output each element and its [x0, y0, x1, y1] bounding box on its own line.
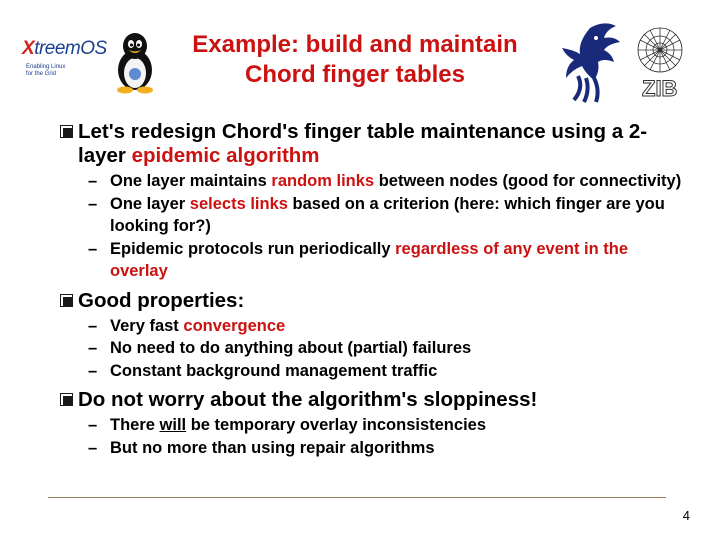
xtreemos-tagline-2: for the Grid [26, 71, 57, 77]
sub-bullet-highlight: regardless of any event in the overlay [110, 239, 629, 280]
sub-bullet-highlight: convergence [183, 316, 286, 335]
sub-bullet-text: There [110, 416, 160, 434]
bullet-2 [60, 289, 690, 313]
institution-logos [560, 20, 688, 104]
sub-bullet-text: One layer maintains [110, 172, 272, 190]
sub-bullet-highlight: selects links [189, 194, 288, 213]
sub-bullet [60, 360, 690, 383]
bullet-3 [60, 388, 690, 412]
sub-bullet-text: One layer [110, 194, 190, 213]
xtreemos-name: treemOS [34, 38, 107, 59]
slide-body [60, 120, 690, 459]
dash-bullet-icon: – [88, 239, 98, 258]
footer-divider [48, 497, 666, 498]
square-bullet-icon [60, 294, 73, 307]
dash-bullet-icon: – [88, 316, 98, 335]
dash-bullet-icon: – [88, 172, 98, 190]
sub-bullet-text: between nodes (good for connectivity) [374, 172, 682, 190]
sub-bullet-text: be temporary overlay inconsistencies [186, 416, 487, 434]
slide-title-line-1: Example: build and maintain [192, 31, 518, 58]
xtreemos-tagline-1: Enabling Linux [26, 64, 66, 70]
sub-bullet-text: No need to do anything about (partial) failures [110, 339, 472, 357]
sub-bullet [60, 170, 690, 193]
square-bullet-icon [60, 125, 73, 138]
sub-bullet-text: But no more than using repair algorithms [110, 438, 435, 457]
dash-bullet-icon: – [88, 361, 98, 380]
dash-bullet-icon: – [88, 194, 98, 213]
dash-bullet-icon: – [88, 438, 98, 457]
vu-griffin-logo [560, 20, 622, 104]
dash-bullet-icon: – [88, 416, 98, 434]
bullet-2-text: Good properties: [78, 288, 245, 312]
slide-title-line-2: Chord finger tables [244, 61, 466, 88]
sub-bullet [60, 315, 690, 338]
bullet-1 [60, 120, 690, 168]
square-bullet-icon [60, 393, 73, 406]
sub-bullet-highlight: random links [271, 172, 375, 190]
xtreemos-logo [14, 28, 164, 100]
xtreemos-tagline [26, 64, 65, 78]
zib-monogram: ZIB [642, 76, 678, 101]
xtreemos-wordmark: XtreemOS [22, 38, 107, 59]
sub-bullet-text: Constant background management traffic [110, 361, 438, 380]
sub-bullet [60, 414, 690, 437]
bullet-1-highlight: epidemic algorithm [131, 144, 320, 167]
bullet-3-text: Do not worry about the algorithm's sloppiness! [78, 388, 538, 411]
dash-bullet-icon: – [88, 339, 98, 357]
sub-bullet-underlined: will [159, 416, 187, 434]
zib-logo [628, 24, 686, 102]
slide-title [150, 30, 560, 90]
sub-bullet [60, 238, 690, 283]
bullet-1-text: Let's redesign Chord's finger table maintenance using a 2-layer [78, 120, 648, 167]
sub-bullet [60, 337, 690, 360]
sub-bullet-text: based on a criterion (here: which finger are you looking for?) [110, 194, 665, 235]
sub-bullet-text: Very fast [110, 316, 184, 335]
sub-bullet [60, 193, 690, 238]
page-number: 4 [682, 508, 690, 523]
sub-bullet-text: Epidemic protocols run periodically [110, 239, 396, 258]
sub-bullet [60, 437, 690, 460]
